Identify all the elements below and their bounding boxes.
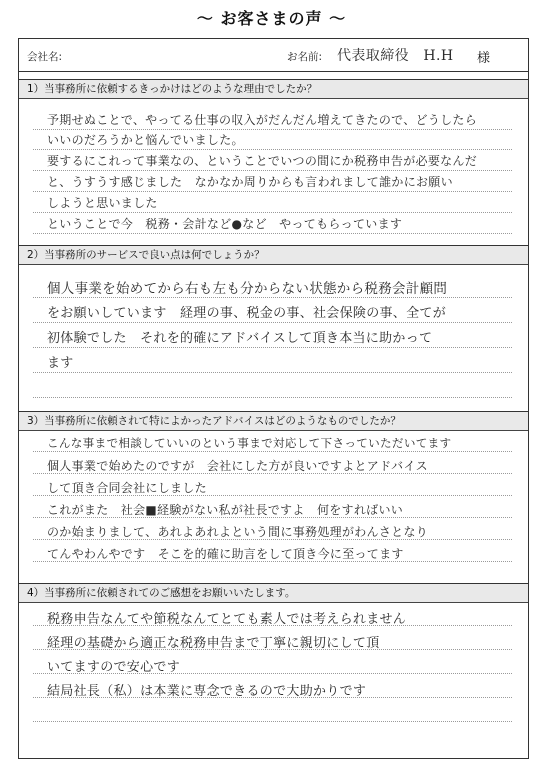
- answer-rule: [33, 721, 512, 722]
- answer-line: いいのだろうかと悩んでいました。: [47, 133, 244, 147]
- answer-rule: [33, 397, 512, 398]
- answer-line: して頂き合同会社にしました: [47, 481, 207, 495]
- name-value: 代表取締役 H.H: [337, 48, 454, 64]
- company-label: 会社名:: [27, 51, 63, 63]
- answer-line: こんな事まで相談していいのという事まで対応して下さっていただいてます: [47, 436, 452, 450]
- answer-line: と、うすうす感じました なかなか周りからも言われまして誰かにお願い: [47, 175, 453, 189]
- question-3-answer: [19, 431, 528, 573]
- answer-rule: [33, 322, 512, 323]
- answer-line: 経理の基礎から適正な税務申告まで丁寧に親切にして頂: [47, 636, 380, 651]
- answer-line: 税務申告なんてや節税なんてとても素人では考えられません: [47, 612, 407, 627]
- answer-line: いてますので安心です: [47, 660, 181, 675]
- question-1-answer: [19, 99, 528, 253]
- answer-line: これがまた 社会■経験がない私が社長ですよ 何をすればいい: [47, 503, 404, 517]
- feedback-form: [18, 38, 529, 759]
- question-2-header: 2）当事務所のサービスで良い点は何でしょうか？: [19, 245, 528, 265]
- answer-line: 要するにこれって事業なの、ということでいつの間にか税務申告が必要なんだ: [47, 154, 478, 168]
- name-label: お名前:: [287, 51, 323, 63]
- answer-line: 初体験でした それを的確にアドバイスして頂き本当に助かって: [47, 331, 433, 346]
- question-2-answer: [19, 265, 528, 409]
- answer-rule: [33, 149, 512, 150]
- customer-info-row: [19, 39, 528, 72]
- answer-rule: [33, 451, 512, 452]
- honorific: 様: [477, 51, 491, 66]
- answer-line: 予期せぬことで、やってる仕事の収入がだんだん増えてきたので、どうしたら: [47, 113, 478, 127]
- question-4-answer: [19, 603, 528, 757]
- answer-line: ということで今 税務・会計など●など やってもらっています: [47, 217, 403, 231]
- answer-line: をお願いしています 経理の事、税金の事、社会保険の事、全てが: [47, 306, 447, 321]
- answer-rule: [33, 233, 512, 234]
- answer-rule: [33, 170, 512, 171]
- answer-line: 個人事業を始めてから右も左も分からない状態から税務会計顧問: [47, 281, 448, 297]
- answer-line: しようと思いました: [47, 196, 158, 210]
- answer-line: 個人事業で始めたのですが 会社にした方が良いですよとアドバイス: [47, 459, 428, 473]
- answer-rule: [33, 212, 512, 213]
- page-title: 〜 お客さまの声 〜: [196, 9, 347, 28]
- answer-rule: [33, 129, 512, 130]
- question-4-header: 4）当事務所に依頼されてのご感想をお願いいたします。: [19, 583, 528, 603]
- answer-rule: [33, 297, 512, 298]
- answer-line: ます: [47, 356, 74, 371]
- answer-line: てんやわんやです そこを的確に助言をして頂き今に至ってます: [47, 547, 404, 561]
- question-3-header: 3）当事務所に依頼されて特によかったアドバイスはどのようなものでしたか？: [19, 411, 528, 431]
- answer-line: 結局社長（私）は本業に専念できるので大助かりです: [47, 684, 367, 699]
- answer-rule: [33, 372, 512, 373]
- answer-rule: [33, 191, 512, 192]
- answer-line: のか始まりまして、あれよあれよという間に事務処理がわんさとなり: [47, 525, 429, 539]
- question-1-header: 1）当事務所に依頼するきっかけはどのような理由でしたか？: [19, 79, 528, 99]
- answer-rule: [33, 347, 512, 348]
